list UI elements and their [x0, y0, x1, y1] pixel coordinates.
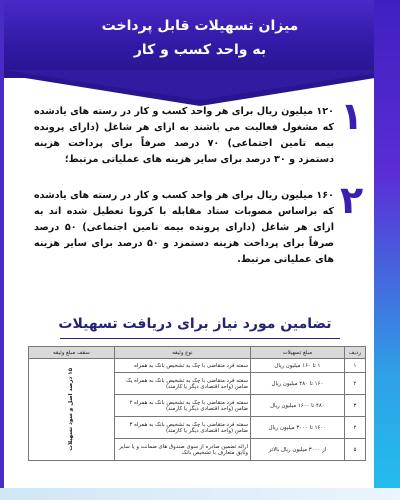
header-title-line2: به واحد کسب و کار — [133, 42, 267, 58]
header-banner — [0, 0, 400, 78]
item-text-1: ۱۲۰ میلیون ریال برای هر واحد کسب و کار در رسته های یادشده که مشغول فعالیت می باشند به ازای هر شاغل (دارای پرونده بیمه تامین اجتماعی) ۷۰ درصد صرفاً برای پرداخت هزینه دستمزد و ۳۰ درصد برای سایر هزینه های عملیاتی مرتبط؛ — [34, 106, 334, 165]
row-amount: ۴۸۰ تا ۱۶۰۰ میلیون ریال — [250, 395, 344, 417]
item-text-2: ۱۶۰ میلیون ریال برای هر واحد کسب و کار در رسته های یادشده که براساس مصوبات ستاد مقابله با کرونا تعطیل شده اند به ازای هر شاغل (دارای پرونده بیمه تامین اجتماعی) ۵۰ درصد صرفاً برای پرداخت هزینه دستمزد و ۵۰ درصد برای سایر هزینه های عملیاتی مرتبط. — [34, 190, 334, 265]
decorative-left-edge — [0, 0, 4, 500]
row-index: ۴ — [344, 417, 365, 439]
row-amount: ۱۶۰ تا ۴۸۰ میلیون ریال — [250, 373, 344, 395]
row-index: ۳ — [344, 395, 365, 417]
item-number-1: ۱ — [340, 94, 364, 138]
row-amount: ۱۶۰۰ تا ۳۰۰۰ میلیون ریال — [250, 417, 344, 439]
row-collateral-type: سفته فرد متقاضی با چک به تشخیص بانک به همراه یک ضامن (واحد اقتصادی دیگر یا کارمند) — [114, 373, 250, 395]
guarantees-title-underline — [60, 338, 340, 339]
decorative-side-bar — [374, 0, 400, 500]
row-amount: از ۳۰۰۰ میلیون ریال بالاتر — [250, 439, 344, 461]
row-index: ۵ — [344, 439, 365, 461]
row-collateral-type: ارائه تضمین صادره از سوی صندوق های ضمانت و یا سایر وثایق متعارف با تشخیص بانک — [114, 439, 250, 461]
guarantees-title: تضامین مورد نیاز برای دریافت تسهیلات — [58, 316, 332, 332]
ceiling-cell — [29, 359, 115, 461]
item-number-2: ۲ — [340, 178, 364, 222]
row-index: ۲ — [344, 373, 365, 395]
header-row-index: ردیف — [344, 347, 365, 359]
row-amount: ۱ تا ۱۶۰ میلیون ریال — [250, 359, 344, 373]
bottom-strip — [0, 488, 400, 500]
table-header-row — [29, 347, 366, 359]
header-title-line1: میزان تسهیلات قابل پرداخت — [101, 18, 299, 34]
guarantees-table — [28, 346, 366, 461]
ceiling-value: ۱۵ درصد اصل و سود تسهیلات — [68, 368, 75, 451]
header-amount: مبلغ تسهیلات — [250, 347, 344, 359]
row-index: ۱ — [344, 359, 365, 373]
row-collateral-type: سفته فرد متقاضی با چک به تشخیص بانک به همراه ۲ ضامن (واحد اقتصادی دیگر یا کارمند) — [114, 395, 250, 417]
header-ceiling: سقف مبلغ وثیقه — [29, 347, 115, 359]
row-collateral-type: سفته فرد متقاضی با چک به تشخیص بانک به همراه ۳ ضامن (واحد اقتصادی دیگر یا کارمند) — [114, 417, 250, 439]
header-collateral-type: نوع وثیقه — [114, 347, 250, 359]
table-row — [29, 359, 366, 373]
row-collateral-type: سفته فرد متقاضی با چک به تشخیص بانک به همراه — [114, 359, 250, 373]
